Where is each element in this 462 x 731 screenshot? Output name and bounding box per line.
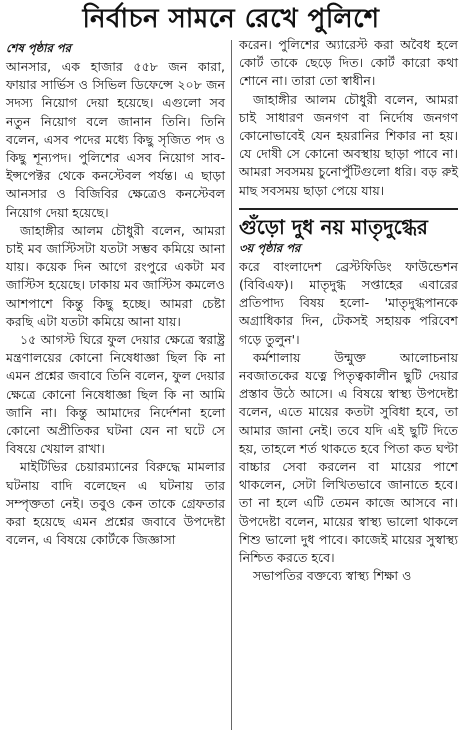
second-story-paragraph: সভাপতির বক্তব্যে স্বাস্থ্য শিক্ষা ও bbox=[253, 568, 412, 584]
article-paragraph: জাহাঙ্গীর আলম চৌধুরী বলেন, আমরা চাই মব জাস্টিসটা যতটা সম্ভব কমিয়ে আনা যায়। কয়েক দিন আগে রংপুরে একটা মব জাস্টিস হয়েছে। ঢাকায় মব জাস্টিস কমলেও আশপাশে কিন্তু কিছু হচ্ছে। আমরা চেষ্টা করছি এটা যতটা কমিয়ে আনা যায়। bbox=[6, 222, 225, 329]
second-story-paragraph: কর্মশালায় উন্মুক্ত আলোচনায় নবজাতকের যত্নে পিতৃত্বকালীন ছুটি দেয়ার প্রস্তাব উঠে আসে। এ বিষয়ে স্বাস্থ্য উপদেষ্টা বলেন, এতে মায়ের কতটা সুবিধা হবে, তা আমার জানা নেই। তবে যদি এই ছুটি দিতে হয়, তাহলে শর্ত থাকতে হবে পিতা কত ঘণ্টা বাচ্চার সেবা করলেন বা মায়ের পাশে থাকলেন, সেটা লিখিতভাবে জানাতে হবে। তা না হলে এটি তেমন কাজে আসবে না। উপদেষ্টা বলেন, মায়ের স্বাস্থ্য ভালো থাকলে শিশু ভালো দুধ পাবে। কাজেই মায়ের সুস্বাস্থ্য নিশ্চিত করতে হবে। bbox=[239, 349, 458, 566]
second-story-paragraph: করে বাংলাদেশ ব্রেস্টফিডিং ফাউন্ডেশন (বিবিএফ)। মাতৃদুগ্ধ সপ্তাহের এবারের প্রতিপাদ্য বিষয় হলো- 'মাতৃদুগ্ধপানকে অগ্রাধিকার দিন, টেকসই সহায়ক পরিবেশ গড়ে তুলুন'। bbox=[239, 258, 458, 347]
article-paragraph: জাহাঙ্গীর আলম চৌধুরী বলেন, আমরা চাই সাধারণ জনগণ বা নির্দোষ জনগণ কোনোভাবেই যেন হয়রানির শিকার না হয়। যে দোষী সে কোনো অবস্থায় ছাড়া পাবে না। আমরা সবসময় চুনোপুঁটিগুলো ধরি। বড় রুই মাছ সবসময় ছাড়া পেয়ে যায়। bbox=[239, 91, 458, 198]
headline: নির্বাচন সামনে রেখে পুলিশে bbox=[82, 4, 380, 34]
continuation-label: শেষ পৃষ্ঠার পর bbox=[6, 41, 71, 55]
right-column bbox=[239, 36, 458, 731]
left-column bbox=[6, 40, 225, 731]
article-paragraph: মাইটিভির চেয়ারম্যানের বিরুদ্ধে মামলার ঘটনায় বাদি বলেছেন এ ঘটনায় তার সম্পৃক্ততা নেই। তবুও কেন তাকে গ্রেফতার করা হয়েছে এমন প্রশ্নের জবাবে উপদেষ্টা বলেন, এ বিষয়ে কোর্টকে জিজ্ঞাসা bbox=[6, 459, 225, 548]
article-paragraph: করেন। পুলিশের অ্যারেস্ট করা অবৈধ হলে কোর্ট তাকে ছেড়ে দিত। কোর্ট কারো কথা শোনে না। তারা তো স্বাধীন। bbox=[239, 37, 458, 89]
article-paragraph: আনসার, এক হাজার ৫৫৮ জন কারা, ফায়ার সার্ভিস ও সিভিল ডিফেন্সে ২০৮ জন সদস্য নিয়োগ দেয়া হয়েছে। এগুলো সব নতুন নিয়োগ বলে জানান তিনি। তিনি বলেন, এসব পদের মধ্যে কিছু সৃজিত পদ ও কিছু শূন্যপদ। পুলিশের এসব নিয়োগ সাব-ইন্সপেক্টর থেকে কনস্টেবল পর্যন্ত। এ ছাড়া আনসার ও বিজিবির ক্ষেত্রেও কনস্টেবল নিয়োগ দেয়া হয়েছে। bbox=[6, 59, 225, 220]
article-paragraph: ১৫ আগস্ট ঘিরে ফুল দেয়ার ক্ষেত্রে স্বরাষ্ট্র মন্ত্রণালয়ের কোনো নিষেধাজ্ঞা ছিল কি না এমন প্রশ্নের জবাবে তিনি বলেন, ফুল দেয়ার ক্ষেত্রে কোনো নিষেধাজ্ঞা ছিল কি না আমি জানি না। কিন্তু আমাদের নির্দেশনা হলো কোনো অপ্রীতিকর ঘটনা যেন না ঘটে সে বিষয়ে খেয়াল রাখা। bbox=[6, 332, 225, 457]
column-divider bbox=[231, 40, 232, 730]
second-story-continuation-label: ৩য় পৃষ্ঠার পর bbox=[239, 240, 301, 255]
second-story-headline: গুঁড়ো দুধ নয় মাতৃদুগ্ধের bbox=[239, 208, 458, 240]
